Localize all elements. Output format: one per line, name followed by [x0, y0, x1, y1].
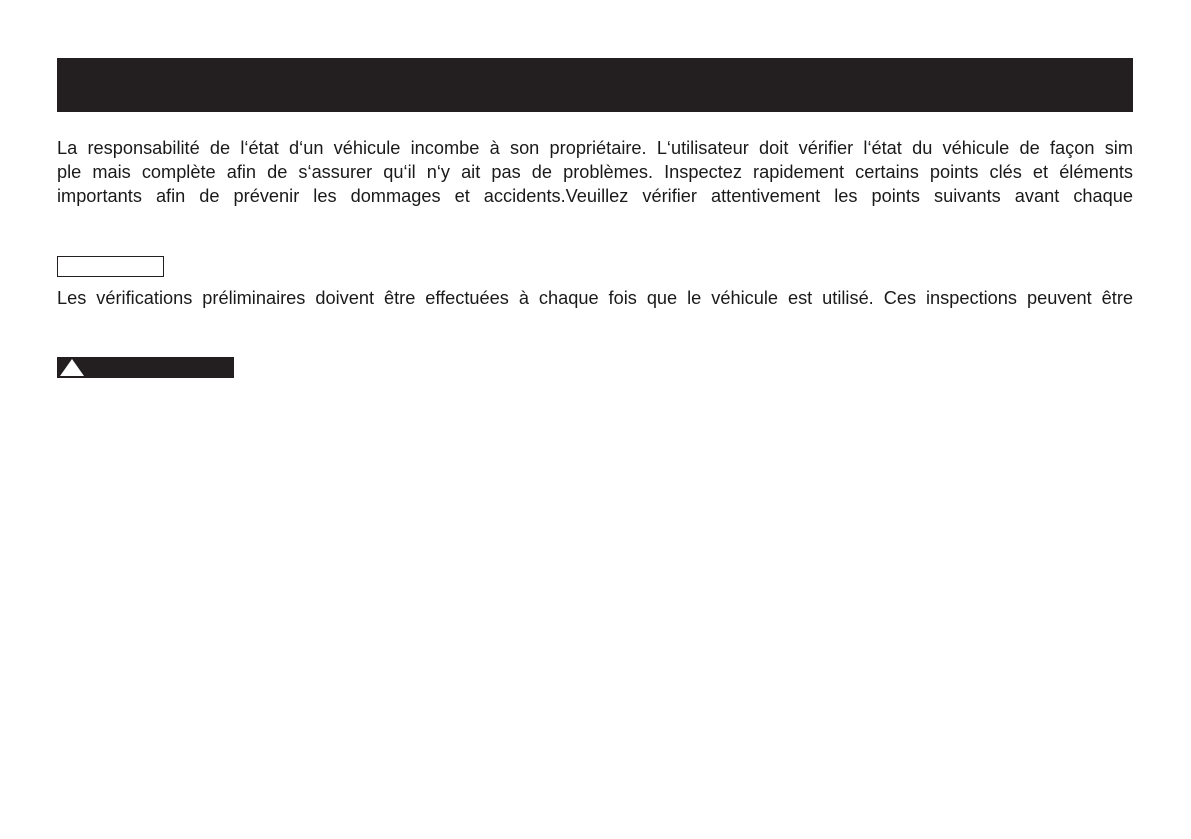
warning-label-bar: [57, 357, 234, 378]
intro-line-2: ple mais complète afin de s‘assurer qu‘il n‘y ait pas de problèmes. Inspectez rapidement certains points clés et éléments: [57, 162, 1133, 182]
note-label-box: [57, 256, 164, 277]
note-line-1: Les vérifications préliminaires doivent être effectuées à chaque fois que le véhicule est utilisé. Ces inspections peuvent être: [57, 288, 1133, 308]
section-header-bar: [57, 58, 1133, 112]
intro-paragraph: [57, 136, 1133, 208]
note-paragraph: [57, 286, 1133, 310]
intro-line-1: La responsabilité de l‘état d‘un véhicule incombe à son propriétaire. L‘utilisateur doit vérifier l‘état du véhicule de façon sim: [57, 138, 1133, 158]
intro-line-3: importants afin de prévenir les dommages et accidents.Veuillez vérifier attentivement les points suivants avant chaque: [57, 186, 1133, 206]
warning-triangle-icon: [59, 358, 85, 377]
